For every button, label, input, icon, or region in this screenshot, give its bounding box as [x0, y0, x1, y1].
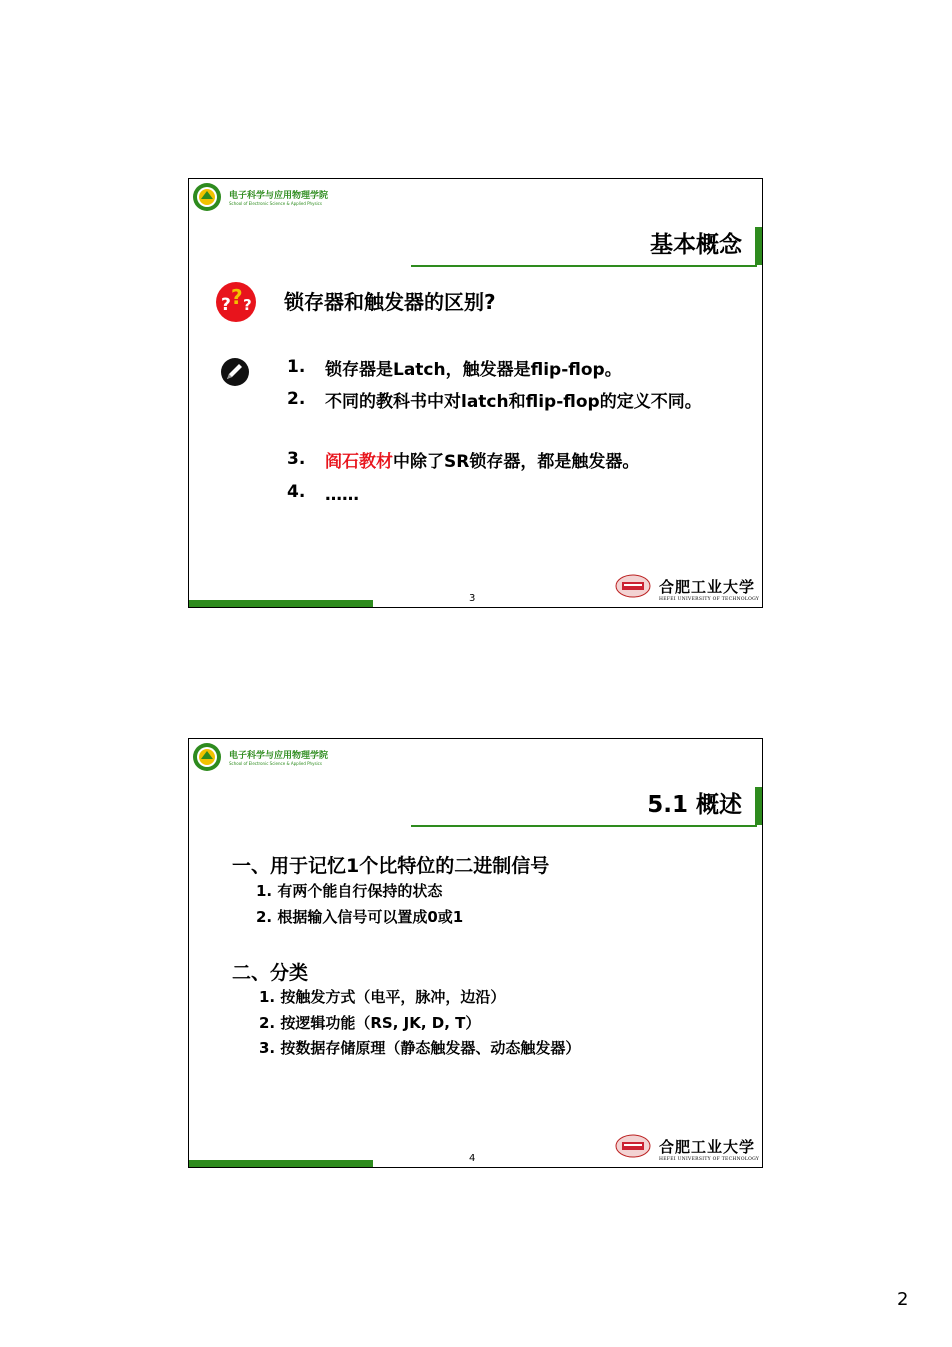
- university-name-en: HEFEI UNIVERSITY OF TECHNOLOGY: [659, 1157, 760, 1162]
- svg-text:?: ?: [243, 296, 252, 314]
- university-seal-icon: [615, 1134, 651, 1158]
- university-name: 合肥工业大学: [659, 578, 756, 596]
- university-name-en: HEFEI UNIVERSITY OF TECHNOLOGY: [659, 597, 760, 602]
- slide-title: 5.1 概述: [647, 792, 742, 818]
- item-text: 中除了SR锁存器，都是触发器。: [393, 452, 640, 472]
- school-name-en: School of Electronic Science & Applied Physics: [229, 761, 322, 766]
- document-page-number: 2: [897, 1289, 909, 1310]
- slide-4: [188, 738, 763, 1168]
- section-item: 2. 按逻辑功能（RS, JK, D, T）: [259, 1014, 481, 1032]
- item-number: 3.: [287, 449, 306, 469]
- svg-text:?: ?: [221, 295, 231, 315]
- title-underline: [411, 265, 757, 267]
- section-heading: 一、用于记忆1个比特位的二进制信号: [232, 855, 550, 877]
- slide-page-number: 3: [469, 593, 476, 604]
- footer-bar: [189, 600, 373, 607]
- section-heading: 二、分类: [232, 962, 309, 984]
- title-underline: [411, 825, 757, 827]
- item-number: 2.: [287, 389, 306, 409]
- slide-page-number: 4: [469, 1153, 476, 1164]
- footer-bar: [189, 1160, 373, 1167]
- school-name-en: School of Electronic Science & Applied Physics: [229, 201, 322, 206]
- school-logo-icon: [192, 182, 222, 212]
- section-item: 1. 按触发方式（电平，脉冲，边沿）: [259, 988, 506, 1006]
- section-item: 3. 按数据存储原理（静态触发器、动态触发器）: [259, 1039, 581, 1057]
- school-name: 电子科学与应用物理学院: [229, 751, 329, 761]
- item-text: ……: [325, 485, 359, 505]
- university-seal-icon: [615, 574, 651, 598]
- slide-3: [188, 178, 763, 608]
- item-text: 不同的教科书中对latch和flip-flop的定义不同。: [325, 392, 702, 412]
- svg-text:?: ?: [231, 285, 243, 309]
- section-item: 2. 根据输入信号可以置成0或1: [256, 908, 464, 926]
- pencil-icon: [216, 357, 254, 387]
- highlight-text: 阎石教材: [325, 452, 393, 472]
- school-name: 电子科学与应用物理学院: [229, 191, 329, 201]
- title-accent-bar: [755, 787, 762, 825]
- question-icon: [212, 281, 260, 323]
- item-number: 4.: [287, 482, 306, 502]
- item-text-container: [325, 449, 745, 475]
- university-name: 合肥工业大学: [659, 1138, 756, 1156]
- slide-title: 基本概念: [650, 232, 742, 258]
- school-logo-icon: [192, 742, 222, 772]
- item-number: 1.: [287, 357, 306, 377]
- item-text: 锁存器是Latch，触发器是flip-flop。: [325, 360, 622, 380]
- question-text: 锁存器和触发器的区别?: [284, 290, 496, 314]
- title-accent-bar: [755, 227, 762, 265]
- section-item: 1. 有两个能自行保持的状态: [256, 882, 443, 900]
